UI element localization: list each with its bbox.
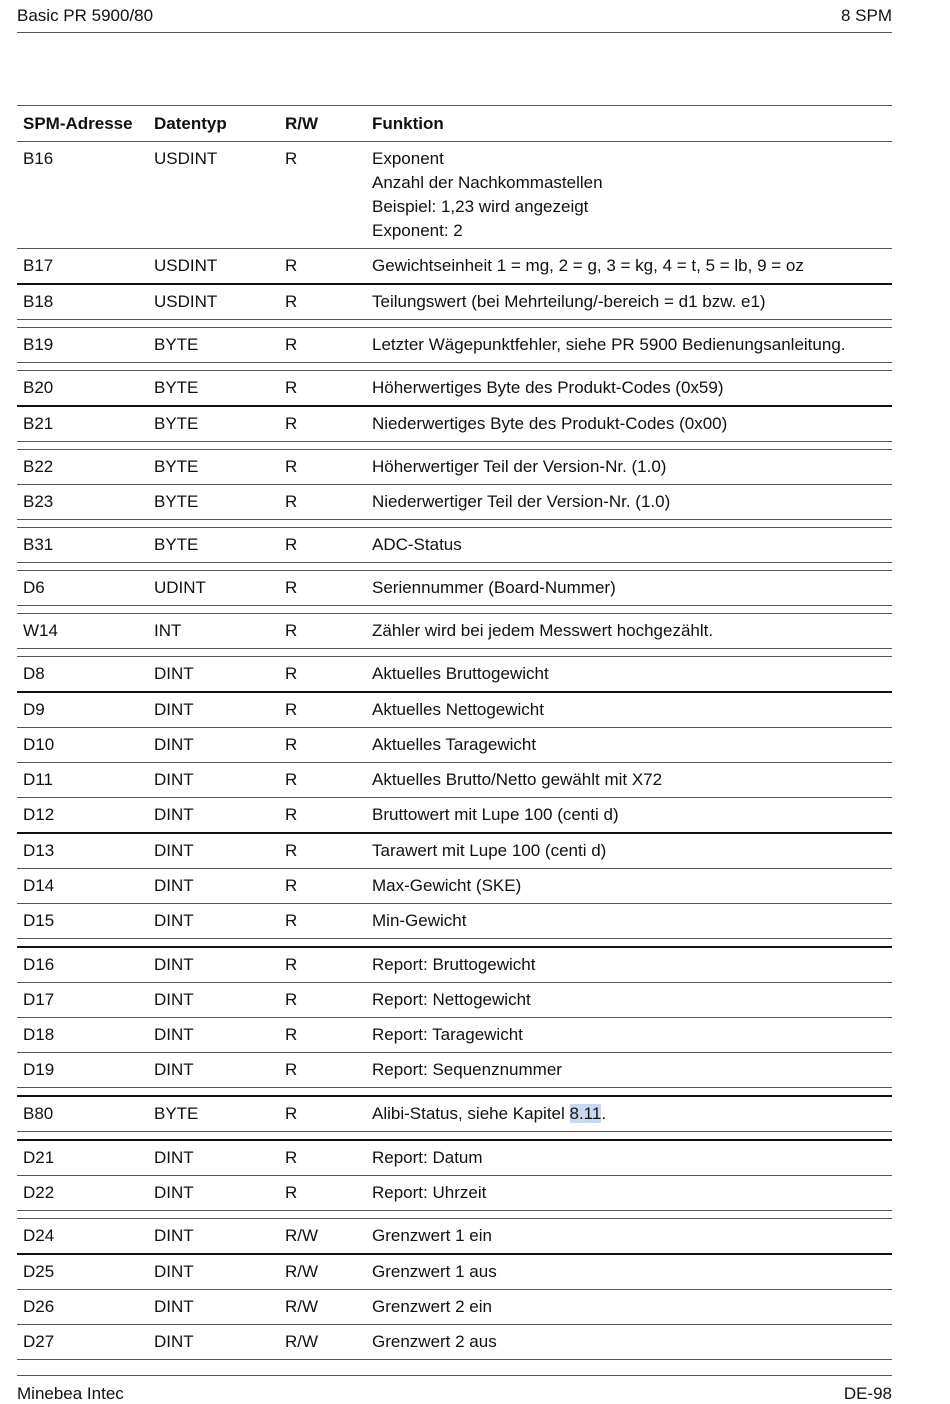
cell-rw: R <box>279 657 366 693</box>
table-row <box>17 1176 892 1211</box>
chapter-link[interactable]: 8.11 <box>569 1104 602 1123</box>
cell-address: D15 <box>17 904 148 939</box>
cell-datatype: DINT <box>148 1219 279 1255</box>
cell-function <box>366 1096 892 1132</box>
cell-function: Aktuelles Taragewicht <box>366 728 892 763</box>
cell-datatype: BYTE <box>148 1096 279 1132</box>
table-row <box>17 1219 892 1255</box>
cell-function: Min-Gewicht <box>366 904 892 939</box>
cell-rw: R <box>279 406 366 442</box>
cell-address: D25 <box>17 1254 148 1290</box>
table-row <box>17 869 892 904</box>
function-line: Exponent <box>372 149 444 168</box>
cell-rw: R <box>279 728 366 763</box>
cell-rw: R <box>279 328 366 363</box>
cell-rw: R <box>279 947 366 983</box>
cell-datatype: DINT <box>148 1140 279 1176</box>
table-row <box>17 1096 892 1132</box>
cell-function: Max-Gewicht (SKE) <box>366 869 892 904</box>
cell-address: D18 <box>17 1018 148 1053</box>
table-row <box>17 657 892 693</box>
cell-datatype: BYTE <box>148 406 279 442</box>
cell-rw: R <box>279 1140 366 1176</box>
cell-address: B22 <box>17 450 148 485</box>
cell-datatype: USDINT <box>148 249 279 285</box>
footer-company: Minebea Intec <box>17 1384 124 1403</box>
cell-datatype: BYTE <box>148 328 279 363</box>
row-separator <box>17 320 892 328</box>
cell-rw: R <box>279 692 366 728</box>
table-row <box>17 371 892 407</box>
row-separator <box>17 363 892 371</box>
cell-rw: R <box>279 614 366 649</box>
col-header-datatype: Datentyp <box>148 106 279 142</box>
table-row <box>17 249 892 285</box>
table-row <box>17 692 892 728</box>
separator-cell <box>17 1211 892 1219</box>
separator-cell <box>17 442 892 450</box>
separator-cell <box>17 520 892 528</box>
cell-datatype: DINT <box>148 692 279 728</box>
cell-rw: R/W <box>279 1254 366 1290</box>
row-separator <box>17 442 892 450</box>
cell-rw: R <box>279 284 366 320</box>
function-text: Alibi-Status, siehe Kapitel <box>372 1104 570 1123</box>
cell-function: Report: Taragewicht <box>366 1018 892 1053</box>
cell-address: D26 <box>17 1290 148 1325</box>
cell-rw: R <box>279 485 366 520</box>
cell-function: Report: Uhrzeit <box>366 1176 892 1211</box>
table-row <box>17 1053 892 1088</box>
table-row <box>17 571 892 606</box>
function-line: Beispiel: 1,23 wird angezeigt <box>372 197 589 216</box>
cell-rw: R/W <box>279 1219 366 1255</box>
cell-address: D8 <box>17 657 148 693</box>
cell-rw: R <box>279 869 366 904</box>
row-separator <box>17 606 892 614</box>
cell-datatype: USDINT <box>148 284 279 320</box>
table-row <box>17 614 892 649</box>
row-separator <box>17 1088 892 1097</box>
cell-function: Grenzwert 1 ein <box>366 1219 892 1255</box>
cell-datatype: BYTE <box>148 528 279 563</box>
cell-function: Report: Nettogewicht <box>366 983 892 1018</box>
cell-address: B20 <box>17 371 148 407</box>
cell-datatype: DINT <box>148 728 279 763</box>
cell-datatype: DINT <box>148 763 279 798</box>
separator-cell <box>17 563 892 571</box>
cell-datatype: DINT <box>148 983 279 1018</box>
row-separator <box>17 563 892 571</box>
cell-address: D14 <box>17 869 148 904</box>
cell-function: Aktuelles Brutto/Netto gewählt mit X72 <box>366 763 892 798</box>
cell-rw: R <box>279 763 366 798</box>
table-row <box>17 142 892 249</box>
cell-datatype: DINT <box>148 1254 279 1290</box>
table-row <box>17 528 892 563</box>
cell-address: D16 <box>17 947 148 983</box>
cell-datatype: DINT <box>148 1053 279 1088</box>
table-row <box>17 328 892 363</box>
cell-address: D19 <box>17 1053 148 1088</box>
cell-function: Gewichtseinheit 1 = mg, 2 = g, 3 = kg, 4 = t, 5 = lb, 9 = oz <box>366 249 892 285</box>
table-row <box>17 1254 892 1290</box>
cell-address: B80 <box>17 1096 148 1132</box>
cell-datatype: DINT <box>148 798 279 834</box>
table-header-row <box>17 106 892 142</box>
table-row <box>17 728 892 763</box>
cell-address: D12 <box>17 798 148 834</box>
separator-cell <box>17 939 892 948</box>
cell-function: ADC-Status <box>366 528 892 563</box>
cell-function: Aktuelles Nettogewicht <box>366 692 892 728</box>
cell-function: Teilungswert (bei Mehrteilung/-bereich = d1 bzw. e1) <box>366 284 892 320</box>
cell-datatype: DINT <box>148 904 279 939</box>
row-separator <box>17 1132 892 1141</box>
cell-address: B31 <box>17 528 148 563</box>
page-header <box>17 6 892 33</box>
cell-rw: R <box>279 798 366 834</box>
cell-address: D21 <box>17 1140 148 1176</box>
table-row <box>17 450 892 485</box>
table-row <box>17 947 892 983</box>
cell-function: Grenzwert 2 ein <box>366 1290 892 1325</box>
cell-datatype: USDINT <box>148 142 279 249</box>
cell-function: Niederwertiger Teil der Version-Nr. (1.0) <box>366 485 892 520</box>
cell-rw: R <box>279 1018 366 1053</box>
cell-address: D17 <box>17 983 148 1018</box>
cell-function: Letzter Wägepunktfehler, siehe PR 5900 Bedienungsanleitung. <box>366 328 892 363</box>
function-text-end: . <box>601 1104 607 1123</box>
cell-function: Tarawert mit Lupe 100 (centi d) <box>366 833 892 869</box>
cell-rw: R <box>279 833 366 869</box>
col-header-rw: R/W <box>279 106 366 142</box>
spm-table <box>17 105 892 1360</box>
cell-datatype: INT <box>148 614 279 649</box>
cell-rw: R <box>279 528 366 563</box>
cell-function: Seriennummer (Board-Nummer) <box>366 571 892 606</box>
header-title: Basic PR 5900/80 <box>17 6 154 25</box>
table-row <box>17 983 892 1018</box>
cell-rw: R <box>279 1176 366 1211</box>
cell-rw: R <box>279 904 366 939</box>
separator-cell <box>17 649 892 657</box>
cell-address: B17 <box>17 249 148 285</box>
separator-cell <box>17 606 892 614</box>
table-row <box>17 1325 892 1360</box>
cell-rw: R/W <box>279 1325 366 1360</box>
cell-rw: R <box>279 142 366 249</box>
table-row <box>17 406 892 442</box>
cell-function: Höherwertiger Teil der Version-Nr. (1.0) <box>366 450 892 485</box>
cell-function: Report: Datum <box>366 1140 892 1176</box>
cell-address: D24 <box>17 1219 148 1255</box>
cell-address: D6 <box>17 571 148 606</box>
cell-function: Höherwertiges Byte des Produkt-Codes (0x59) <box>366 371 892 407</box>
cell-address: D22 <box>17 1176 148 1211</box>
cell-rw: R <box>279 1096 366 1132</box>
table-row <box>17 798 892 834</box>
col-header-function: Funktion <box>366 106 892 142</box>
cell-rw: R <box>279 450 366 485</box>
function-line: Anzahl der Nachkommastellen <box>372 173 603 192</box>
cell-rw: R <box>279 371 366 407</box>
function-line: Exponent: 2 <box>372 221 463 240</box>
cell-address: B23 <box>17 485 148 520</box>
row-separator <box>17 520 892 528</box>
table-row <box>17 485 892 520</box>
cell-address: B18 <box>17 284 148 320</box>
cell-function: Grenzwert 2 aus <box>366 1325 892 1360</box>
table-row <box>17 1140 892 1176</box>
cell-address: D9 <box>17 692 148 728</box>
cell-rw: R <box>279 983 366 1018</box>
footer-page-number: DE-98 <box>843 1384 892 1403</box>
cell-function: Niederwertiges Byte des Produkt-Codes (0x00) <box>366 406 892 442</box>
cell-datatype: BYTE <box>148 485 279 520</box>
separator-cell <box>17 1132 892 1141</box>
cell-datatype: DINT <box>148 947 279 983</box>
cell-address: W14 <box>17 614 148 649</box>
table-row <box>17 284 892 320</box>
cell-function: Aktuelles Bruttogewicht <box>366 657 892 693</box>
cell-address: D13 <box>17 833 148 869</box>
cell-rw: R <box>279 571 366 606</box>
row-separator <box>17 649 892 657</box>
cell-function: Bruttowert mit Lupe 100 (centi d) <box>366 798 892 834</box>
cell-datatype: DINT <box>148 1018 279 1053</box>
table-row <box>17 1290 892 1325</box>
cell-address: B19 <box>17 328 148 363</box>
separator-cell <box>17 363 892 371</box>
cell-datatype: BYTE <box>148 450 279 485</box>
cell-function: Report: Sequenznummer <box>366 1053 892 1088</box>
row-separator <box>17 1211 892 1219</box>
cell-rw: R/W <box>279 1290 366 1325</box>
cell-function: Report: Bruttogewicht <box>366 947 892 983</box>
cell-function <box>366 142 892 249</box>
cell-datatype: DINT <box>148 657 279 693</box>
header-chapter: 8 SPM <box>840 6 892 25</box>
cell-address: B21 <box>17 406 148 442</box>
cell-rw: R <box>279 249 366 285</box>
page-footer <box>17 1375 892 1403</box>
cell-function: Grenzwert 1 aus <box>366 1254 892 1290</box>
cell-rw: R <box>279 1053 366 1088</box>
cell-datatype: DINT <box>148 1290 279 1325</box>
cell-datatype: DINT <box>148 833 279 869</box>
table-row <box>17 1018 892 1053</box>
row-separator <box>17 939 892 948</box>
cell-datatype: DINT <box>148 1176 279 1211</box>
separator-cell <box>17 1088 892 1097</box>
cell-address: D10 <box>17 728 148 763</box>
cell-datatype: DINT <box>148 869 279 904</box>
cell-address: D27 <box>17 1325 148 1360</box>
cell-address: B16 <box>17 142 148 249</box>
cell-function: Zähler wird bei jedem Messwert hochgezählt. <box>366 614 892 649</box>
cell-datatype: BYTE <box>148 371 279 407</box>
table-row <box>17 833 892 869</box>
col-header-address: SPM-Adresse <box>17 106 148 142</box>
cell-datatype: UDINT <box>148 571 279 606</box>
cell-datatype: DINT <box>148 1325 279 1360</box>
table-row <box>17 763 892 798</box>
cell-address: D11 <box>17 763 148 798</box>
table-row <box>17 904 892 939</box>
separator-cell <box>17 320 892 328</box>
